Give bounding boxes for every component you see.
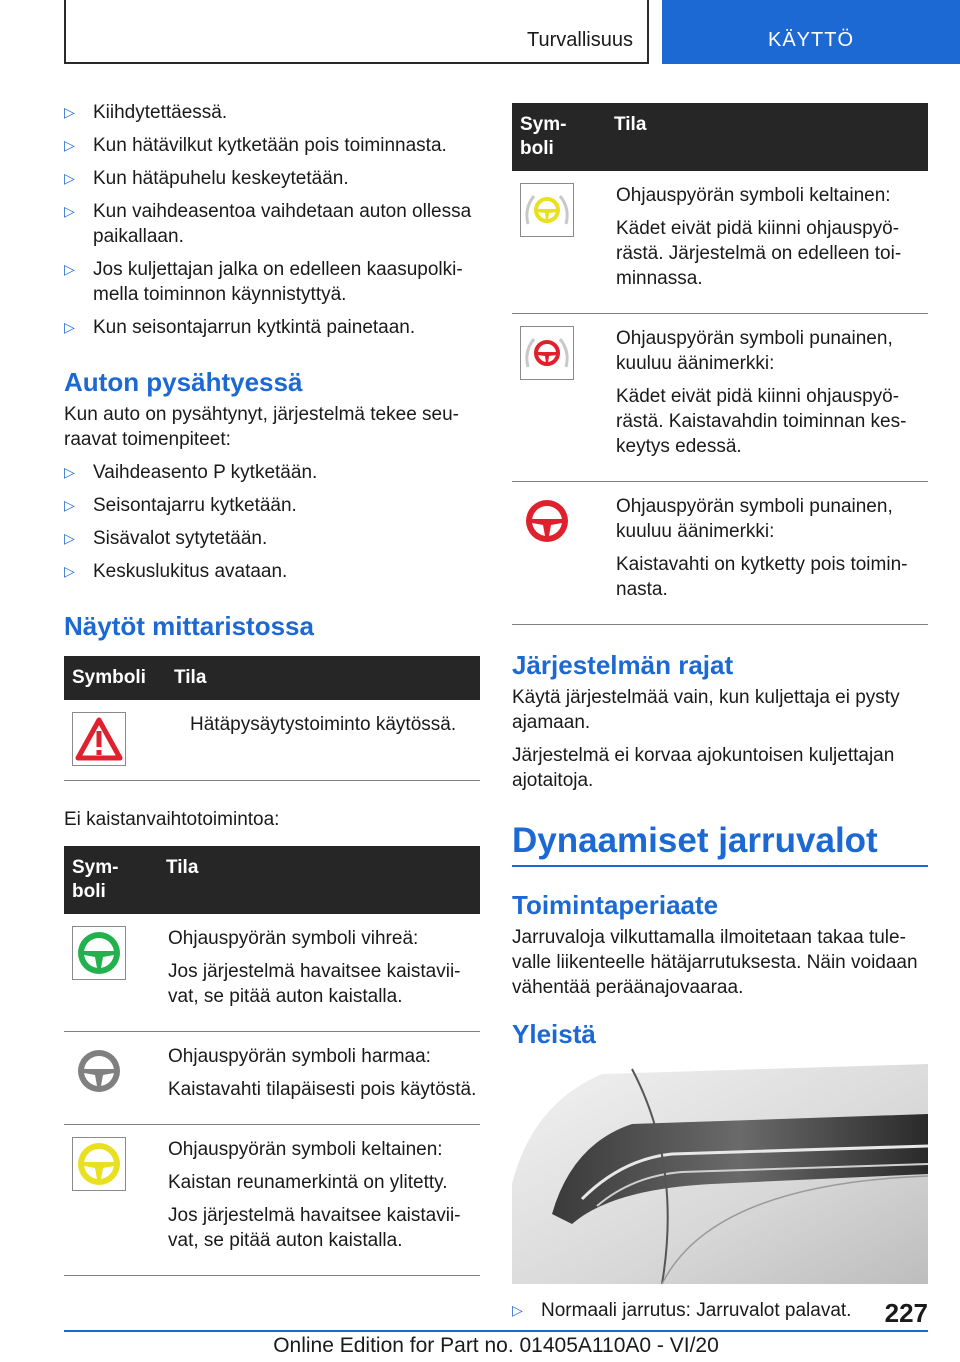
symbol-table-lane-keeping bbox=[64, 846, 480, 1276]
triangle-bullet-icon: ▷ bbox=[64, 319, 75, 335]
triangle-bullet-icon: ▷ bbox=[512, 1302, 523, 1318]
symbol-table-emergency bbox=[64, 656, 480, 781]
steering-wheel-red-icon bbox=[520, 494, 574, 548]
list-item: ▷ Sisävalot sytytetään. bbox=[64, 528, 268, 549]
table-row bbox=[512, 171, 928, 314]
steering-wheel-green-icon bbox=[72, 926, 126, 980]
triangle-bullet-icon: ▷ bbox=[64, 464, 75, 480]
warning-triangle-icon bbox=[72, 712, 126, 766]
header-section-box bbox=[64, 0, 649, 64]
paragraph-limits-2: Järjestelmä ei korvaa ajokuntoisen kuljettajan ajotaitoja. bbox=[512, 745, 895, 791]
triangle-bullet-icon: ▷ bbox=[64, 530, 75, 546]
footer-divider bbox=[64, 1330, 928, 1332]
table-cell-text: Ohjauspyörän symboli keltainen: bbox=[168, 1139, 443, 1160]
table-cell-text: Ohjauspyörän symboli punainen, kuuluu äänimerkki: bbox=[616, 328, 893, 374]
column-header-symbol: Sym-boli bbox=[512, 103, 606, 171]
list-item: ▷ Kun vaihdeasentoa vaihdetaan auton ollessa paikallaan. bbox=[64, 201, 472, 247]
page-number: 227 bbox=[884, 1298, 928, 1328]
bullet-list-brake-lights bbox=[512, 1298, 928, 1323]
column-header-state: Tila bbox=[166, 656, 480, 700]
table-cell-text: Kädet eivät pidä kiinni ohjauspyö-rästä. Järjestelmä on edelleen toi-minnassa. bbox=[616, 218, 902, 289]
triangle-bullet-icon: ▷ bbox=[64, 170, 75, 186]
heading-dynamic-brake-lights: Dynaamiset jarruvalot bbox=[512, 821, 928, 867]
list-item: ▷ Kun hätävilkut kytketään pois toiminnasta. bbox=[64, 135, 447, 156]
list-item: ▷ Vaihdeasento P kytketään. bbox=[64, 462, 318, 483]
footer-edition-text: Online Edition for Part no. 01405A110A0 - VI/20 bbox=[273, 1334, 719, 1357]
table-row bbox=[512, 314, 928, 482]
table-row bbox=[64, 914, 480, 1032]
paragraph-limits-1: Käytä järjestelmää vain, kun kuljettaja ei pysty ajamaan. bbox=[512, 687, 900, 733]
triangle-bullet-icon: ▷ bbox=[64, 261, 75, 277]
list-item: ▷ Keskuslukitus avataan. bbox=[64, 561, 288, 582]
table-row bbox=[64, 1032, 480, 1125]
table-cell-text: Kädet eivät pidä kiinni ohjauspyö-rästä. Kaistavahdin toiminnan kes-keytys edessä. bbox=[616, 386, 907, 457]
tail-light-photo bbox=[512, 1064, 928, 1284]
table-cell-text: Jos järjestelmä havaitsee kaistavii-vat, se pitää auton kaistalla. bbox=[168, 961, 461, 1007]
bullet-list-acceleration bbox=[64, 100, 480, 340]
left-column bbox=[64, 100, 480, 1276]
table-cell-text: Ohjauspyörän symboli harmaa: bbox=[168, 1046, 431, 1067]
steering-wheel-hands-yellow-icon bbox=[520, 183, 574, 237]
symbol-table-hands-off bbox=[512, 103, 928, 625]
list-item: ▷ Kun seisontajarrun kytkintä painetaan. bbox=[64, 317, 416, 338]
paragraph-no-lane-change: Ei kaistanvaihtotoimintoa: bbox=[64, 809, 280, 830]
table-cell-text: Jos järjestelmä havaitsee kaistavii-vat, se pitää auton kaistalla. bbox=[168, 1205, 461, 1251]
column-header-state: Tila bbox=[606, 103, 928, 171]
triangle-bullet-icon: ▷ bbox=[64, 137, 75, 153]
table-cell-text: Ohjauspyörän symboli vihreä: bbox=[168, 928, 419, 949]
table-cell-text: Kaistavahti tilapäisesti pois käytöstä. bbox=[168, 1079, 477, 1100]
steering-wheel-hands-red-icon bbox=[520, 326, 574, 380]
header-section-title: Turvallisuus bbox=[527, 29, 633, 51]
heading-operating-principle: Toimintaperiaate bbox=[512, 890, 719, 920]
triangle-bullet-icon: ▷ bbox=[64, 104, 75, 120]
steering-wheel-gray-icon bbox=[72, 1044, 126, 1098]
heading-system-limits: Järjestelmän rajat bbox=[512, 650, 734, 680]
bullet-list-stopped bbox=[64, 460, 480, 584]
table-row bbox=[64, 1125, 480, 1276]
table-row bbox=[512, 482, 928, 625]
list-item: ▷ Jos kuljettajan jalka on edelleen kaasupolki-mella toiminnon käynnistyttyä. bbox=[64, 259, 463, 305]
table-cell-text: Kaistavahti on kytketty pois toimin-nasta. bbox=[616, 554, 908, 600]
table-cell-text: Kaistan reunamerkintä on ylitetty. bbox=[168, 1172, 448, 1193]
heading-general: Yleistä bbox=[512, 1019, 596, 1049]
heading-car-stopped: Auton pysähtyessä bbox=[64, 367, 303, 397]
triangle-bullet-icon: ▷ bbox=[64, 497, 75, 513]
heading-displays: Näytöt mittaristossa bbox=[64, 611, 314, 641]
table-cell-text: Hätäpysäytystoiminto käytössä. bbox=[190, 714, 457, 735]
right-column bbox=[512, 103, 928, 1331]
table-header-row bbox=[512, 103, 928, 171]
column-header-state: Tila bbox=[158, 846, 480, 914]
table-row bbox=[64, 700, 480, 781]
list-item: ▷ Seisontajarru kytketään. bbox=[64, 495, 297, 516]
table-cell-text: Ohjauspyörän symboli punainen, kuuluu äänimerkki: bbox=[616, 496, 893, 542]
column-header-symbol: Sym-boli bbox=[64, 846, 158, 914]
list-item: ▷ Kiihdytettäessä. bbox=[64, 102, 228, 123]
triangle-bullet-icon: ▷ bbox=[64, 563, 75, 579]
header-chapter-title: KÄYTTÖ bbox=[767, 29, 854, 51]
header-chapter-tab[interactable] bbox=[662, 0, 960, 64]
list-item: ▷ Normaali jarrutus: Jarruvalot palavat. bbox=[512, 1300, 852, 1321]
table-header-row bbox=[64, 846, 480, 914]
column-header-symbol: Symboli bbox=[64, 656, 166, 700]
steering-wheel-yellow-icon bbox=[72, 1137, 126, 1191]
paragraph-principle: Jarruvaloja vilkuttamalla ilmoitetaan takaa tule-valle liikenteelle hätäjarrutuksesta. Näin voidaan vähentää peräänajovaaraa. bbox=[512, 927, 918, 998]
table-cell-text: Ohjauspyörän symboli keltainen: bbox=[616, 185, 891, 206]
list-item: ▷ Kun hätäpuhelu keskeytetään. bbox=[64, 168, 349, 189]
table-header-row bbox=[64, 656, 480, 700]
paragraph-car-stopped: Kun auto on pysähtynyt, järjestelmä tekee seu-raavat toimenpiteet: bbox=[64, 404, 460, 450]
triangle-bullet-icon: ▷ bbox=[64, 203, 75, 219]
